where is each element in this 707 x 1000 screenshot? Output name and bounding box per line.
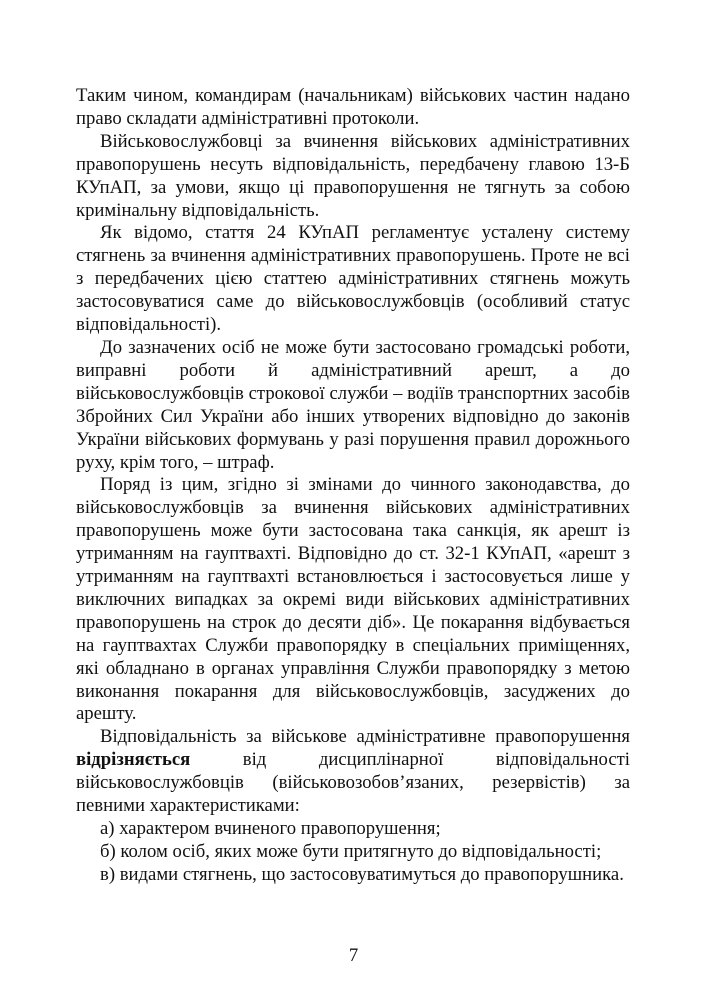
paragraph-3: Як відомо, стаття 24 КУпАП регламентує усталену систему стягнень за вчинення адміністративних правопорушень. Проте не всі з передбачених цією статтею адміністративних стягнень можуть застосовуватися саме до військовослужбовців (особливий статус відповідальності). [76,222,630,336]
list-item-a: а) характером вчиненого правопорушення; [100,818,441,839]
paragraph-6 [76,726,630,818]
list-item-c: в) видами стягнень, що застосовуватимуться до правопорушника. [100,863,624,885]
paragraph-6-lead: Відповідальність за військове адміністративне правопорушення [100,726,630,748]
page-number: 7 [348,945,359,966]
paragraph-6-rest: від дисциплінарної відповідальності військовослужбовців (військовозобов’язаних, резервістів) за певними характеристиками: [76,749,630,817]
paragraph-4: До зазначених осіб не може бути застосовано громадські роботи, виправні роботи й адміністративний арешт, а до військовослужбовців строкової служби – водіїв транспортних засобів Збройних Сил України або інших утворених відповідно до законів України військових формувань у разі порушення правил дорожнього руху, крім того, – штраф. [76,336,630,473]
paragraph-1: Таким чином, командирам (начальникам) військових частин надано право складати адміністративні протоколи. [76,85,630,129]
paragraph-2: Військовослужбовці за вчинення військових адміністративних правопорушень несуть відповідальність, передбачену главою 13-Б КУпАП, за умови, якщо ці правопорушення не тягнуть за собою кримінальну відповідальність. [76,130,630,221]
document-page [76,85,630,887]
emphasized-term: відрізняється [76,749,191,771]
paragraph-5: Поряд із цим, згідно зі змінами до чинного законодавства, до військовослужбовців за вчинення військових адміністративних правопорушень може бути застосована така санкція, як арешт із утриманням на гауптвахті. Відповідно до ст. 32-1 КУпАП, «арешт з утриманням на гауптвахті встановлюється і застосовується лише у виключних випадках за окремі види військових адміністративних правопорушень на строк до десяти діб». Це покарання відбувається на гауптвахтах Служби правопорядку в спеціальних приміщеннях, які обладнано в органах управління Служби правопорядку з метою виконання покарання для військовослужбовців, засуджених до арешту. [76,474,630,725]
list-item-b: б) колом осіб, яких може бути притягнуто до відповідальності; [100,840,602,862]
